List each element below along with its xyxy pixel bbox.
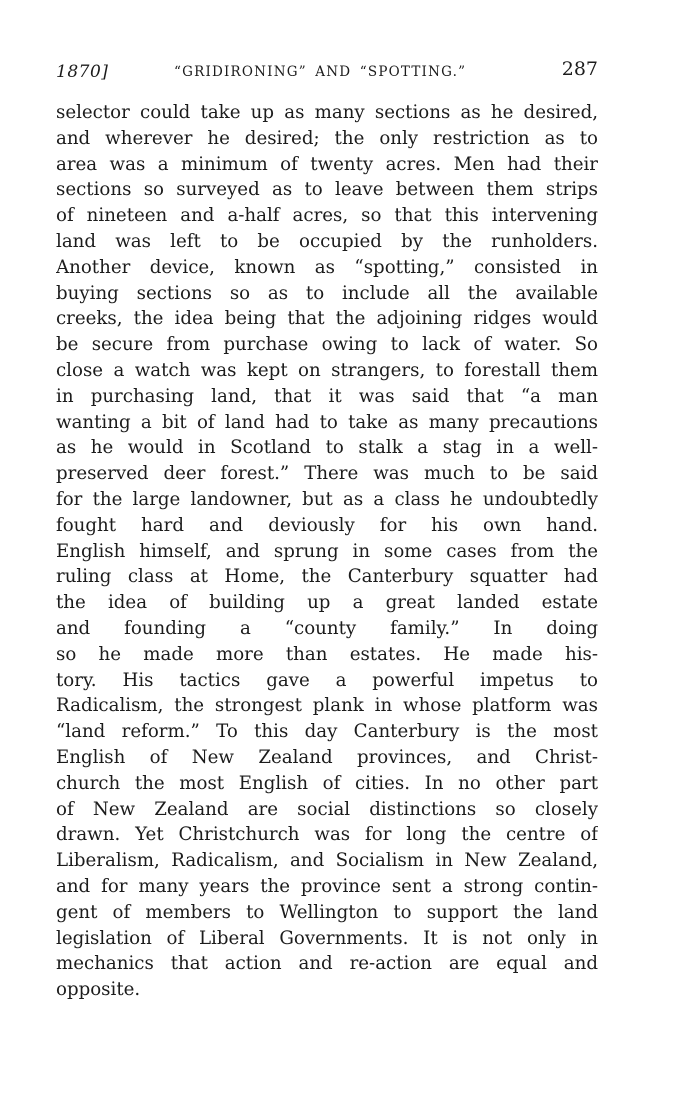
text-line: area was a minimum of twenty acres. Men had their [56,153,598,175]
running-head-title: “GRIDIRONING” AND “SPOTTING.” [174,64,467,80]
text-line: legislation of Liberal Governments. It is not only in [56,927,598,949]
text-line: Radicalism, the strongest plank in whose platform was [56,695,598,717]
text-line: mechanics that action and re-action are equal and [56,953,598,975]
text-line: as he would in Scotland to stalk a stag in a well- [56,437,598,459]
text-line: tory. His tactics gave a powerful impetus to [56,669,598,691]
text-line: fought hard and deviously for his own hand. [56,514,598,536]
text-line: in purchasing land, that it was said that “a man [56,385,598,407]
text-line: Liberalism, Radicalism, and Socialism in New Zealand, [56,850,598,872]
text-line: and founding a “county family.” In doing [56,617,598,639]
text-line: and for many years the province sent a strong contin- [56,875,598,897]
text-line: close a watch was kept on strangers, to forestall them [56,359,598,381]
text-line: wanting a bit of land had to take as many precautions [56,411,598,433]
text-line: of New Zealand are social distinctions so closely [56,798,598,820]
text-line: gent of members to Wellington to support the land [56,901,598,923]
text-line: English of New Zealand provinces, and Christ- [56,746,598,768]
text-line: church the most English of cities. In no other part [56,772,598,794]
page-number: 287 [561,58,598,80]
text-line: land was left to be occupied by the runholders. [56,230,598,252]
text-line: English himself, and sprung in some cases from the [56,540,598,562]
text-line: buying sections so as to include all the available [56,282,598,304]
text-line: creeks, the idea being that the adjoining ridges would [56,308,598,330]
text-line: selector could take up as many sections as he desired, [56,102,598,123]
text-line: sections so surveyed as to leave between them strips [56,179,598,201]
running-head [56,58,598,88]
text-line: “land reform.” To this day Canterbury is the most [56,721,598,743]
text-line: be secure from purchase owing to lack of water. So [56,334,598,356]
text-line: Another device, known as “spotting,” consisted in [56,256,598,278]
text-line: preserved deer forest.” There was much to be said [56,463,598,485]
text-line: and wherever he desired; the only restriction as to [56,127,598,149]
running-head-year: 1870] [56,62,109,82]
text-line: so he made more than estates. He made his- [56,643,598,665]
text-line: ruling class at Home, the Canterbury squatter had [56,566,598,588]
text-line: of nineteen and a-half acres, so that this intervening [56,205,598,227]
text-line: for the large landowner, but as a class he undoubtedly [56,488,598,510]
text-line-last: opposite. [56,979,141,1001]
text-line: drawn. Yet Christchurch was for long the centre of [56,824,598,846]
text-line: the idea of building up a great landed estate [56,592,598,614]
body-text [56,100,598,1003]
